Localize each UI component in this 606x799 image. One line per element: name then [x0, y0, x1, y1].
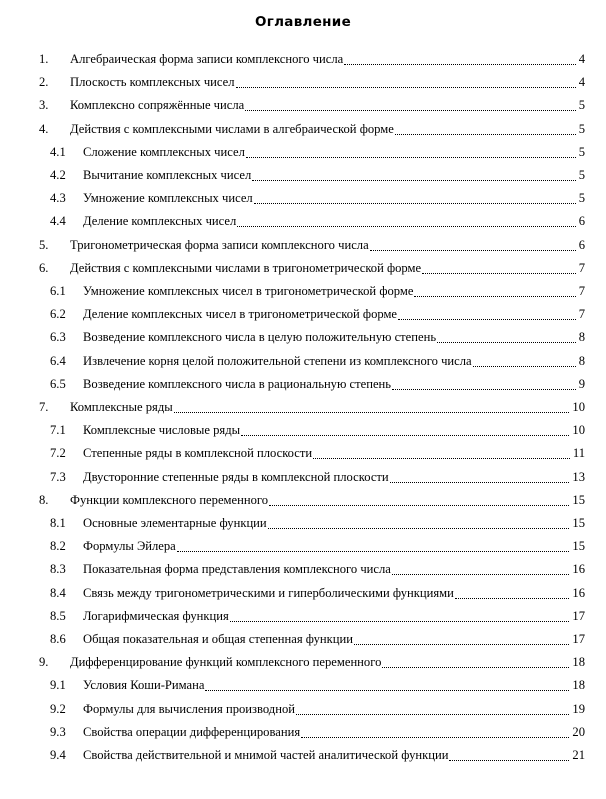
toc-entry[interactable]: [0, 653, 606, 671]
toc-entry-page-number: 8: [578, 330, 585, 344]
toc-entry-title: Умножение комплексных чисел в тригонометрической форме: [83, 284, 414, 298]
toc-entry[interactable]: [0, 560, 606, 578]
toc-entry-title: Вычитание комплексных чисел: [83, 168, 252, 182]
toc-entry-number: 1.: [39, 52, 49, 66]
toc-dot-leader: [414, 295, 576, 297]
toc-dot-leader: [370, 249, 576, 251]
toc-entry[interactable]: [0, 282, 606, 300]
toc-entry[interactable]: [0, 143, 606, 161]
toc-entry[interactable]: [0, 607, 606, 625]
toc-entry-number: 9.2: [50, 702, 66, 716]
toc-entry-page-number: 7: [578, 261, 585, 275]
toc-entry[interactable]: [0, 189, 606, 207]
toc-entry-number: 7.2: [50, 446, 66, 460]
toc-entry-number: 4.1: [50, 145, 66, 159]
toc-entry-title: Дифференцирование функций комплексного переменного: [70, 655, 382, 669]
toc-dot-leader: [174, 411, 569, 413]
toc-entry-title: Формулы для вычисления производной: [83, 702, 295, 716]
toc-dot-leader: [254, 202, 576, 204]
toc-entry-title: Логарифмическая функция: [83, 609, 229, 623]
toc-dot-leader: [455, 597, 569, 599]
toc-entry-title: Свойства действительной и мнимой частей аналитической функции: [83, 748, 449, 762]
toc-dot-leader: [205, 689, 569, 691]
toc-dot-leader: [449, 759, 569, 761]
toc-entry-number: 8.2: [50, 539, 66, 553]
toc-entry-title: Комплексные ряды: [70, 400, 173, 414]
toc-entry-number: 6.: [39, 261, 49, 275]
toc-entry-page-number: 10: [572, 400, 585, 414]
toc-entry-page-number: 19: [572, 702, 585, 716]
toc-entry-title: Функции комплексного переменного: [70, 493, 269, 507]
toc-entry-page-number: 16: [572, 562, 585, 576]
toc-entry-number: 9.3: [50, 725, 66, 739]
toc-entry[interactable]: [0, 676, 606, 694]
toc-entry-number: 8.6: [50, 632, 66, 646]
toc-entry-page-number: 18: [572, 678, 585, 692]
toc-entry-page-number: 16: [572, 586, 585, 600]
toc-entry-number: 8.5: [50, 609, 66, 623]
toc-dot-leader: [245, 109, 576, 111]
toc-entry-number: 9.: [39, 655, 49, 669]
toc-dot-leader: [246, 156, 576, 158]
toc-entry-number: 7.: [39, 400, 49, 414]
toc-entry-page-number: 21: [572, 748, 585, 762]
toc-entry[interactable]: [0, 630, 606, 648]
toc-dot-leader: [313, 457, 570, 459]
toc-entry[interactable]: [0, 700, 606, 718]
toc-entry[interactable]: [0, 584, 606, 602]
toc-entry-title: Действия с комплексными числами в алгебраической форме: [70, 122, 394, 136]
toc-entry-number: 6.3: [50, 330, 66, 344]
toc-dot-leader: [268, 527, 569, 529]
toc-entry-number: 4.4: [50, 214, 66, 228]
toc-dot-leader: [390, 481, 569, 483]
toc-dot-leader: [301, 736, 569, 738]
toc-entry-page-number: 15: [572, 539, 585, 553]
toc-dot-leader: [236, 86, 576, 88]
toc-entry-title: Сложение комплексных чисел: [83, 145, 245, 159]
toc-entry-page-number: 4: [578, 75, 585, 89]
toc-dot-leader: [395, 133, 576, 135]
toc-entry-number: 6.4: [50, 354, 66, 368]
toc-entry-page-number: 8: [578, 354, 585, 368]
toc-entry[interactable]: [0, 259, 606, 277]
toc-dot-leader: [473, 365, 576, 367]
toc-dot-leader: [437, 341, 576, 343]
toc-entry[interactable]: [0, 328, 606, 346]
toc-entry-page-number: 11: [572, 446, 585, 460]
toc-entry[interactable]: [0, 352, 606, 370]
toc-entry-number: 9.4: [50, 748, 66, 762]
toc-entry-number: 4.: [39, 122, 49, 136]
toc-entry-page-number: 4: [578, 52, 585, 66]
toc-entry[interactable]: [0, 723, 606, 741]
toc-entry-title: Деление комплексных чисел: [83, 214, 237, 228]
toc-entry[interactable]: [0, 166, 606, 184]
toc-entry-number: 6.2: [50, 307, 66, 321]
toc-entry-title: Общая показательная и общая степенная функции: [83, 632, 353, 646]
toc-entry-page-number: 17: [572, 632, 585, 646]
toc-dot-leader: [354, 643, 569, 645]
toc-entry-title: Комплексные числовые ряды: [83, 423, 241, 437]
toc-entry-page-number: 13: [572, 470, 585, 484]
toc-entry-page-number: 18: [572, 655, 585, 669]
toc-entry-number: 7.3: [50, 470, 66, 484]
toc-dot-leader: [392, 388, 576, 390]
toc-entry-title: Плоскость комплексных чисел: [70, 75, 235, 89]
toc-entry[interactable]: [0, 746, 606, 764]
toc-entry-page-number: 7: [578, 284, 585, 298]
toc-title: Оглавление: [254, 14, 352, 30]
toc-entry-page-number: 6: [578, 214, 585, 228]
toc-entry-title: Возведение комплексного числа в целую положительную степень: [83, 330, 437, 344]
toc-entry-number: 7.1: [50, 423, 66, 437]
toc-dot-leader: [177, 550, 569, 552]
toc-entry[interactable]: [0, 514, 606, 532]
toc-entry-page-number: 5: [578, 145, 585, 159]
toc-entry-number: 8.4: [50, 586, 66, 600]
toc-entry-title: Формулы Эйлера: [83, 539, 176, 553]
toc-entry-number: 5.: [39, 238, 49, 252]
toc-dot-leader: [241, 434, 569, 436]
toc-entry-page-number: 20: [572, 725, 585, 739]
toc-entry-title: Основные элементарные функции: [83, 516, 267, 530]
toc-entry-title: Двусторонние степенные ряды в комплексной плоскости: [83, 470, 389, 484]
toc-entry-title: Возведение комплексного числа в рациональную степень: [83, 377, 392, 391]
toc-entry-title: Комплексно сопряжённые числа: [70, 98, 245, 112]
toc-entry-page-number: 5: [578, 98, 585, 112]
toc-entry[interactable]: [0, 375, 606, 393]
toc-entry-title: Действия с комплексными числами в тригонометрической форме: [70, 261, 422, 275]
toc-entry-title: Показательная форма представления комплексного числа: [83, 562, 391, 576]
toc-entry[interactable]: [0, 444, 606, 462]
toc-entry-number: 8.: [39, 493, 49, 507]
toc-entry-number: 3.: [39, 98, 49, 112]
toc-entry[interactable]: [0, 491, 606, 509]
toc-entry-title: Извлечение корня целой положительной степени из комплексного числа: [83, 354, 472, 368]
toc-entry-page-number: 7: [578, 307, 585, 321]
toc-entry-page-number: 5: [578, 191, 585, 205]
toc-entry-title: Умножение комплексных чисел: [83, 191, 253, 205]
toc-dot-leader: [422, 272, 576, 274]
toc-entry-page-number: 10: [572, 423, 585, 437]
toc-entry[interactable]: [0, 398, 606, 416]
toc-entry-number: 9.1: [50, 678, 66, 692]
toc-dot-leader: [382, 666, 569, 668]
toc-entry-number: 8.1: [50, 516, 66, 530]
toc-entry-title: Условия Коши-Римана: [83, 678, 205, 692]
toc-entry[interactable]: [0, 421, 606, 439]
toc-entry-page-number: 6: [578, 238, 585, 252]
toc-dot-leader: [296, 713, 569, 715]
toc-entry-number: 4.3: [50, 191, 66, 205]
toc-dot-leader: [398, 318, 576, 320]
toc-entry-number: 4.2: [50, 168, 66, 182]
toc-entry-title: Тригонометрическая форма записи комплексного числа: [70, 238, 369, 252]
toc-entry[interactable]: [0, 96, 606, 114]
toc-dot-leader: [237, 225, 576, 227]
toc-entry-number: 2.: [39, 75, 49, 89]
toc-entry-number: 6.5: [50, 377, 66, 391]
toc-entry-page-number: 17: [572, 609, 585, 623]
toc-entry[interactable]: [0, 468, 606, 486]
toc-entry-number: 8.3: [50, 562, 66, 576]
toc-dot-leader: [344, 63, 576, 65]
toc-entry[interactable]: [0, 212, 606, 230]
toc-entry-title: Свойства операции дифференцирования: [83, 725, 301, 739]
toc-entry[interactable]: [0, 120, 606, 138]
toc-dot-leader: [252, 179, 576, 181]
toc-dot-leader: [392, 573, 569, 575]
toc-entry-page-number: 5: [578, 168, 585, 182]
toc-entry-title: Деление комплексных чисел в тригонометрической форме: [83, 307, 398, 321]
toc-entry-title: Алгебраическая форма записи комплексного числа: [70, 52, 344, 66]
toc-entry[interactable]: [0, 305, 606, 323]
toc-entry-title: Степенные ряды в комплексной плоскости: [83, 446, 313, 460]
toc-entry-page-number: 5: [578, 122, 585, 136]
toc-entry[interactable]: [0, 50, 606, 68]
toc-dot-leader: [269, 504, 569, 506]
toc-entry-page-number: 9: [578, 377, 585, 391]
toc-entry[interactable]: [0, 73, 606, 91]
toc-dot-leader: [230, 620, 569, 622]
toc-entry[interactable]: [0, 236, 606, 254]
toc-entry-number: 6.1: [50, 284, 66, 298]
toc-entry[interactable]: [0, 537, 606, 555]
toc-entry-page-number: 15: [572, 493, 585, 507]
toc-entry-page-number: 15: [572, 516, 585, 530]
toc-entry-title: Связь между тригонометрическими и гиперболическими функциями: [83, 586, 454, 600]
